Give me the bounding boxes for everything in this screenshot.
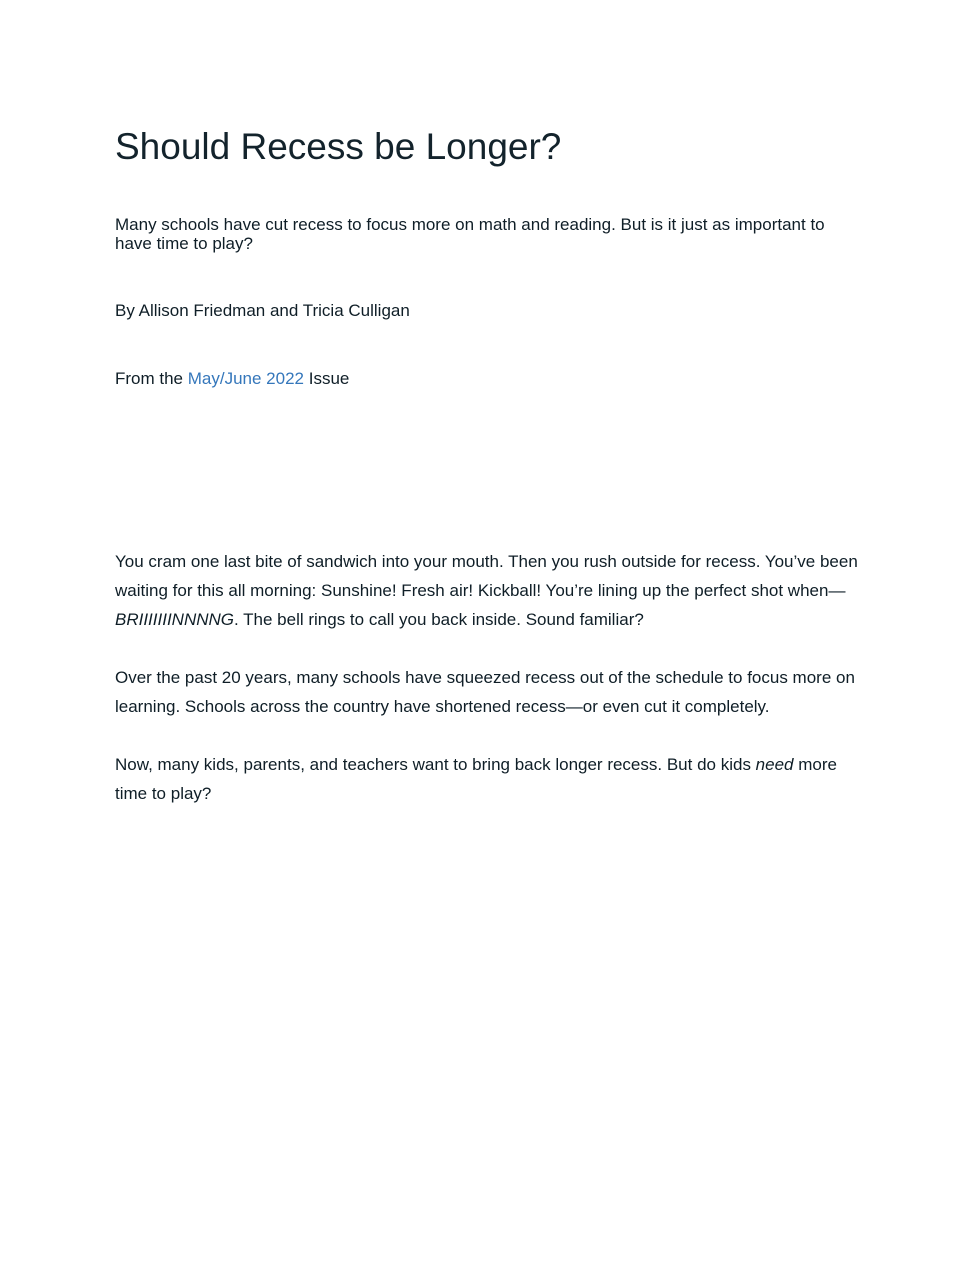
bell-sound-emphasis: BRIIIIIIINNNNG [115, 610, 235, 629]
body-paragraph-2: Over the past 20 years, many schools have squeezed recess out of the schedule to focus more on learning. Schools across the country have shortened recess—or even cut it completely. [115, 668, 855, 716]
paragraph-3-text-b: more time to play? [115, 755, 837, 803]
body-paragraph-1 [115, 547, 860, 634]
paragraph-3-text-a: Now, many kids, parents, and teachers want to bring back longer recess. But do kids [115, 755, 756, 774]
issue-prefix: From the [115, 369, 188, 388]
paragraph-1-text-b: . The bell rings to call you back inside. Sound familiar? [234, 610, 644, 629]
issue-line [115, 369, 349, 389]
article-title: Should Recess be Longer? [115, 126, 562, 167]
issue-suffix: Issue [304, 369, 350, 388]
article-body [115, 547, 860, 837]
issue-link[interactable]: May/June 2022 [187, 369, 304, 388]
article-deck: Many schools have cut recess to focus more on math and reading. But is it just as important to have time to play? [115, 215, 825, 253]
body-paragraph-3 [115, 750, 860, 808]
article-byline: By Allison Friedman and Tricia Culligan [115, 301, 410, 320]
paragraph-1-text-a: You cram one last bite of sandwich into your mouth. Then you rush outside for recess. You’ve been waiting for this all morning: Sunshine! Fresh air! Kickball! You’re lining up the perfect shot when— [115, 552, 858, 600]
need-emphasis: need [755, 755, 794, 774]
